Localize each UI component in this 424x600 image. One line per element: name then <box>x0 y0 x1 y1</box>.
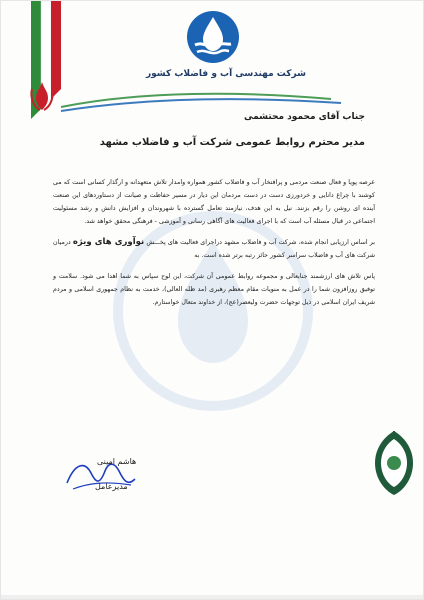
award-paragraph <box>53 236 375 262</box>
body-paragraph: پاس تلاش های ارزشمند جنابعالی و مجموعه روابط عمومی آن شرکت، این لوح سپاس به شما اهدا می شود. سلامت و توفیق روزافزون شما را در عمل به منویات مقام معظم رهبری (مد ظله العالی)، خدمت به نظام جمهوری اسلامی و مردم شریف ایران اسلامی در ذیل توجهات حضرت ولیعصر(عج)، از خداوند متعال خواستارم. <box>53 273 375 306</box>
award-emphasis: نوآوری های ویژه <box>72 237 145 247</box>
signer-name: هاشم امینی <box>97 457 137 466</box>
award-intro: بر اساس ارزیابی انجام شده، شرکت آب و فاضلاب مشهد دراجرای فعالیت های پخـــش <box>146 239 375 246</box>
letter-body <box>53 176 375 317</box>
salutation: جناب آقای محمود محتشمی <box>244 112 365 122</box>
water-drop-logo-icon <box>185 9 241 65</box>
body-paragraph: عرصه پویا و فعال صنعت مردمی و پرافتخار آب و فاضلاب کشور همواره وامدار تلاش متعهدانه و ارگذار کسانی است که می کوشند با چراغ دانایی و خردورزی دست در دست مردمان این دیار در مسیر حفاظت و صیانت از دستاوردهای این صنعت آینده ای روشن را رقم بزنند. نیل به این هدف، نیازمند تعامل گسترده با شهروندان و افزایش دانش و رشد مسئولیت اجتماعی در قبال مسئله آب است که با اجرای فعالیت های آگاهی رسانی و آموزشی - فرهنگی محقق خواهد شد. <box>53 179 375 225</box>
recipient-line: مدیر محترم روابط عمومی شرکت آب و فاضلاب مشهد <box>99 137 365 148</box>
ornamental-seal-icon <box>373 429 415 497</box>
signer-title: مدیرعامل <box>95 482 128 491</box>
company-name: شرکت مهندسی آب و فاضلاب کشور <box>145 69 306 79</box>
bottom-edge <box>1 595 424 599</box>
award-rest: درمیان شرکت های آب و فاضلاب سراسر کشور حائز رتبه برتر شده است. به <box>53 239 375 259</box>
